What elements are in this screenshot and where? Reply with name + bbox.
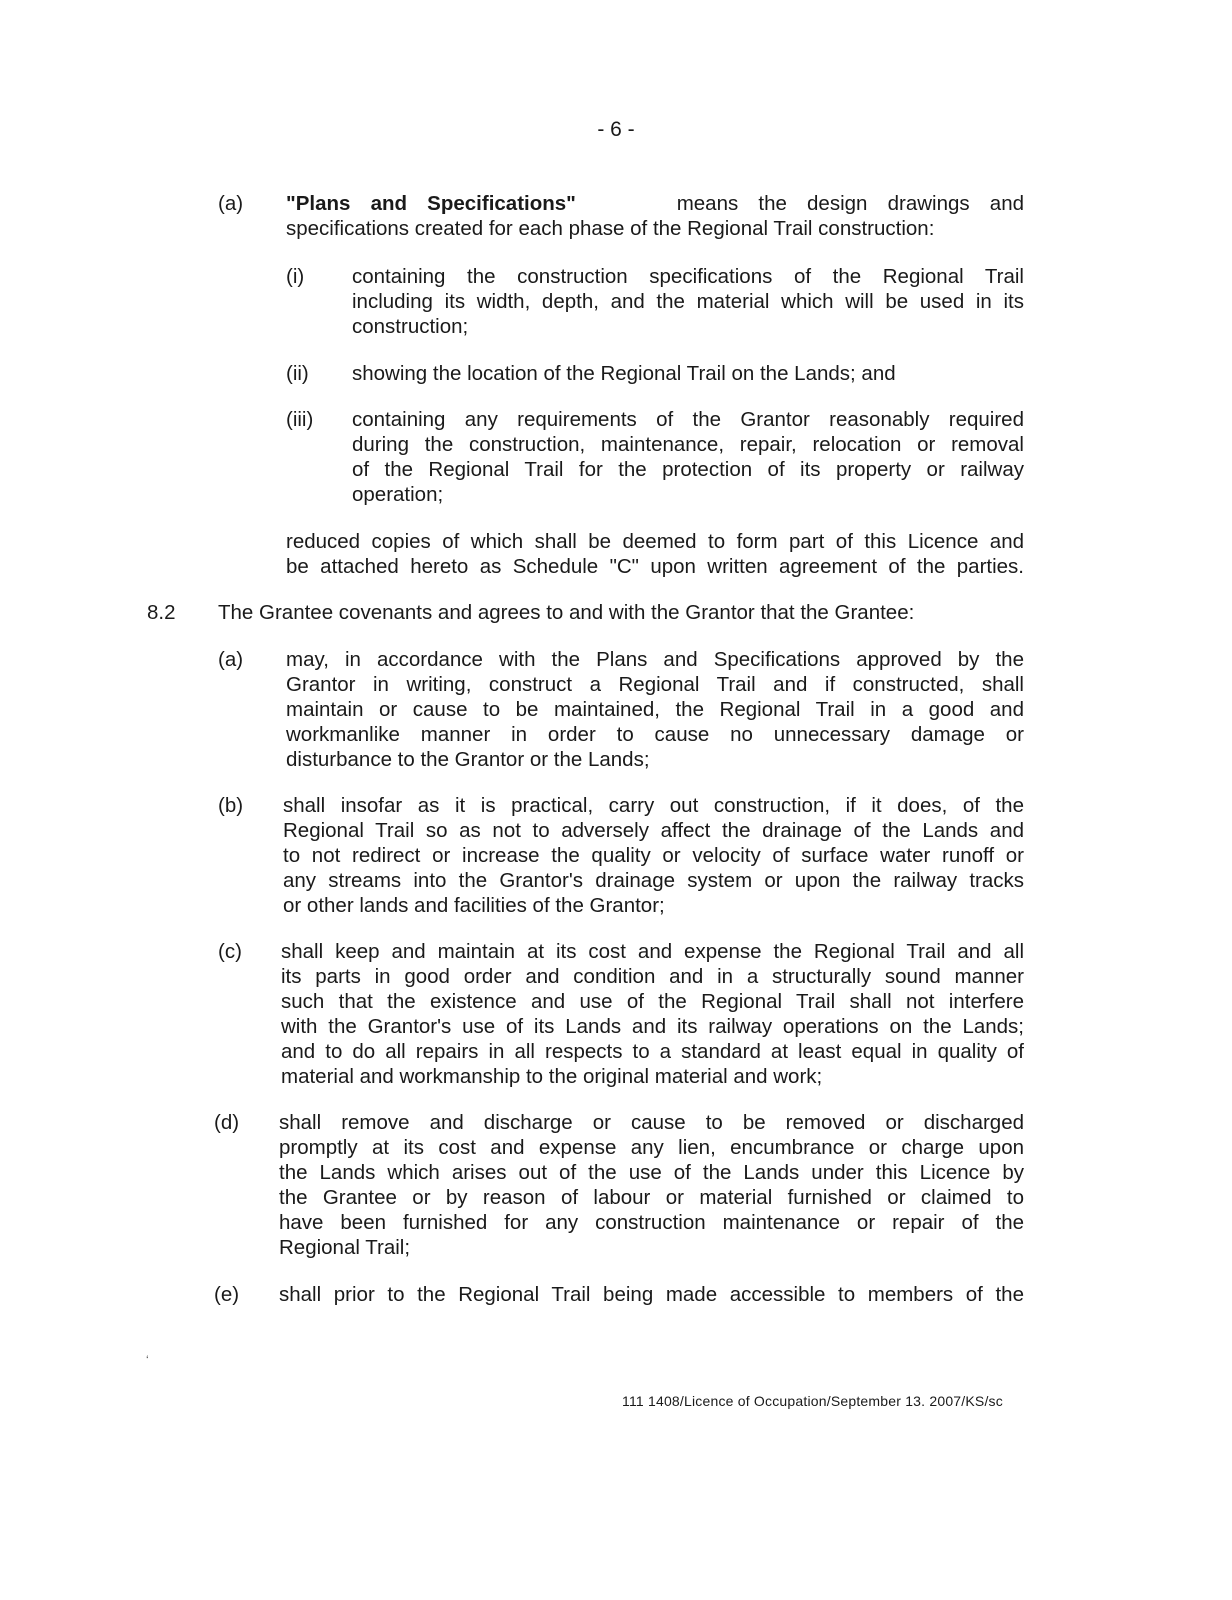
clause-d-label: (d) xyxy=(214,1111,240,1134)
clause-b-text: shall insofar as it is practical, carry out construction, if it does, of the Regional Trail so as not to adversely affect the drainage of the Lands and to not redirect or increase the quality or velocity of surface water runoff or any streams into the Grantor's drainage system or upon the railway tracks or other lands and facilities of the Grantor; xyxy=(283,794,1024,917)
definition-a-line-1: "Plans and Specifications" means the design drawings and xyxy=(286,192,1024,215)
clause-c-label: (c) xyxy=(218,940,242,963)
definition-tail-text: reduced copies of which shall be deemed to form part of this Licence and be attached hereto as Schedule "C" upon written agreement of the parties. xyxy=(286,530,1024,578)
subitem-ii-label: (ii) xyxy=(286,362,309,385)
defined-term: "Plans and Specifications" xyxy=(286,192,576,215)
clause-e-label: (e) xyxy=(214,1283,240,1306)
clause-a-label: (a) xyxy=(218,648,244,671)
definition-a-text xyxy=(286,191,1024,241)
definition-a-label: (a) xyxy=(218,192,244,215)
section-intro: The Grantee covenants and agrees to and with the Grantor that the Grantee: xyxy=(218,601,915,624)
clause-a-text: may, in accordance with the Plans and Specifications approved by the Grantor in writing, construct a Regional Trail and if constructed, shall maintain or cause to be maintained, the Regional Trail in a good and workmanlike manner in order to cause no unnecessary damage or disturbance to the Grantor or the Lands; xyxy=(286,648,1024,771)
clause-c-text: shall keep and maintain at its cost and expense the Regional Trail and all its parts in good order and condition and in a structurally sound manner such that the existence and use of the Regional Trail shall not interfere with the Grantor's use of its Lands and its railway operations on the Lands; and to do all repairs in all respects to a standard at least equal in quality of material and workmanship to the original material and work; xyxy=(281,940,1024,1088)
subitem-ii-text: showing the location of the Regional Trail on the Lands; and xyxy=(352,362,896,385)
document-footer: 111 1408/Licence of Occupation/September 13. 2007/KS/sc xyxy=(622,1393,1003,1409)
subitem-i-text: containing the construction specifications of the Regional Trail including its width, depth, and the material which will be used in its construction; xyxy=(352,265,1024,338)
section-number: 8.2 xyxy=(147,601,176,624)
subitem-iii-text: containing any requirements of the Grantor reasonably required during the construction, maintenance, repair, relocation or removal of the Regional Trail for the protection of its property or railway operation; xyxy=(352,408,1024,506)
subitem-iii-label: (iii) xyxy=(286,408,314,431)
clause-b-label: (b) xyxy=(218,794,244,817)
definition-a-line-2: specifications created for each phase of the Regional Trail construction: xyxy=(286,217,935,240)
clause-d-text: shall remove and discharge or cause to be removed or discharged promptly at its cost and expense any lien, encumbrance or charge upon the Lands which arises out of the use of the Lands under this Licence by the Grantee or by reason of labour or material furnished or claimed to have been furnished for any construction maintenance or repair of the Regional Trail; xyxy=(279,1111,1024,1259)
page-number: - 6 - xyxy=(597,118,635,141)
margin-mark: ‘ xyxy=(146,1353,149,1367)
clause-e-text: shall prior to the Regional Trail being made accessible to members of the xyxy=(279,1283,1024,1306)
subitem-i-label: (i) xyxy=(286,265,305,288)
